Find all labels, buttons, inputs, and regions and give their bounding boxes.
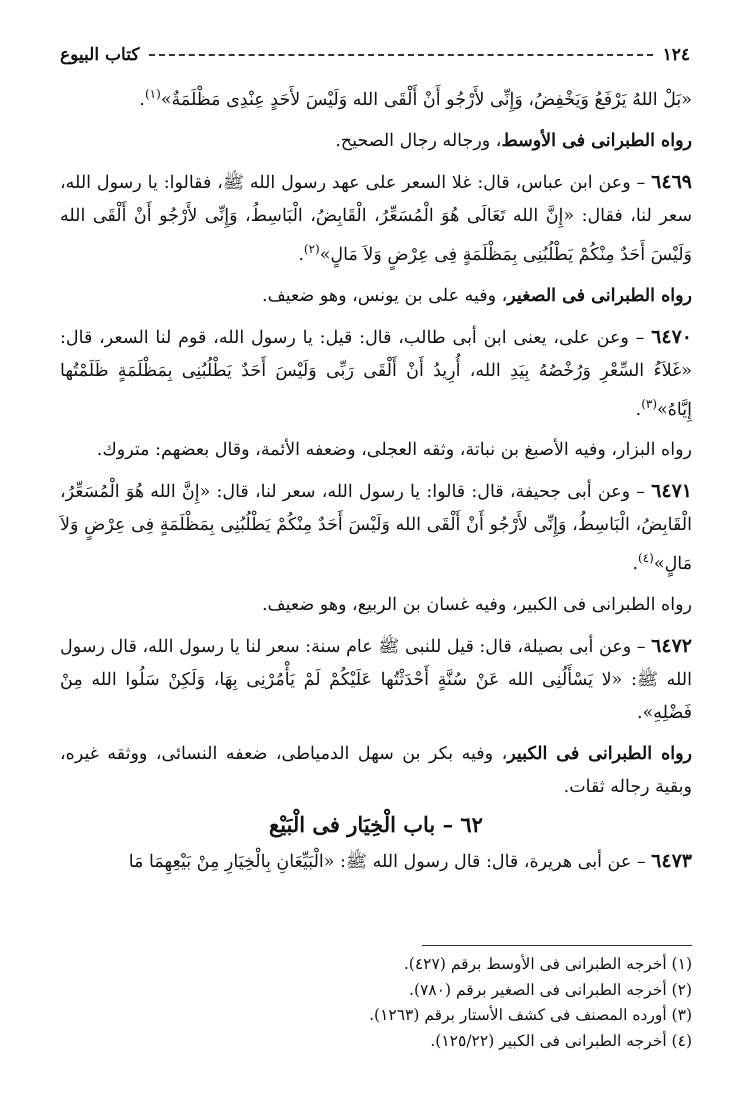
page-header [60, 40, 690, 70]
chapter-heading: ٦٢ – باب الْخِيَار فى الْبَيْع [269, 812, 483, 838]
paragraph-text: «بَلْ اللهُ يَرْفَعُ وَيَخْفِضُ، وَإِنِّى لأَرْجُو أَنْ أَلْقَى الله وَلَيْسَ لأَحَدٍ عِنْدِى مَظْلَمَةٌ» [160, 89, 692, 110]
hadith-6472 [60, 630, 692, 730]
footnote-ref: (٣) [641, 396, 658, 411]
source-citation: رواه الطبرانى فى الأوسط [501, 130, 692, 151]
footnote-ref: (٤) [638, 551, 654, 566]
hadith-6470: ٦٤٧٠ – وعن على، يعنى ابن أبى طالب، قال: قيل: يا رسول الله، قوم لنا السعر، قال: «غَلاَءُ السِّعْرِ وَرُخْصُهُ بِيَدِ الله، أُرِيدُ أَنْ أَلْقَى رَبِّى وَلَيْسَ أَحَدٌ يَطْلُبُنِى بِمَظْلَمَةٍ ظَلَمْتُها إِيَّاهُ»$^{(٣)}$. [60, 325, 692, 420]
paragraph-text: رواه البزار، وفيه الأصبغ بن نباتة، وثقه العجلى، وضعفه الأئمة، وقال بعضهم: متروك. [96, 440, 692, 461]
paragraph-text: رواه الطبرانى فى الكبير، وفيه غسان بن الربيع، وهو ضعيف. [261, 595, 692, 616]
paragraph-text: – وعن أبى بصيلة، قال: قيل للنبى ﷺ عام سنة: سعر لنا يا رسول الله، قال رسول الله ﷺ: «لا يَسْأَلُنِى الله عَنْ سُنَّةٍ أَحْدَثْتُها عَلَيْكُمْ لَمْ يَأْمُرْنِى بِهَا، وَلَكِنْ سَلُوا الله مِنْ فَضْلِهِ». [60, 637, 692, 724]
paragraph-text: – وعن ابن عباس، قال: غلا السعر على عهد رسول الله ﷺ، فقالوا: يا رسول الله، سعر لنا، فقال: «إِنَّ الله تَعَالَى هُوَ الْمُسَعِّرُ، الْقَابِضُ، الْبَاسِطُ، وَإِنِّى لأَرْجُو أَنْ أَلْقَى الله وَلَيْسَ أَحَدٌ مِنْكُمْ يَطْلُبُنِى بِمَظْلَمَةٍ فِى عِرْضٍ وَلاَ مَالٍ» [60, 172, 692, 265]
footnote-2: (٢) أخرجه الطبرانى فى الصغير برقم (٧٨٠). [409, 980, 692, 999]
hadith-6469: ٦٤٦٩ – وعن ابن عباس، قال: غلا السعر على عهد رسول الله ﷺ، فقالوا: يا رسول الله، سعر لنا، فقال: «إِنَّ الله تَعَالَى هُوَ الْمُسَعِّرُ، الْقَابِضُ، الْبَاسِطُ، وَإِنِّى لأَرْجُو أَنْ أَلْقَى الله وَلَيْسَ أَحَدٌ مِنْكُمْ يَطْلُبُنِى بِمَظْلَمَةٍ فِى عِرْضٍ وَلاَ مَالٍ»$^{(٢)}$. [60, 170, 692, 265]
footnote-ref: (٢) [303, 241, 320, 256]
book-title: كتاب البيوع [60, 45, 140, 65]
paragraph-text: ، وفيه بكر بن سهل الدمياطى، ضعفه النسائى، ووثقه غيره، وبقية رجاله ثقات. [60, 744, 692, 798]
footnote-4: (٤) أخرجه الطبرانى فى الكبير (١٢٥/٢٢). [430, 1031, 692, 1050]
footnote-3: (٣) أورده المصنف فى كشف الأستار برقم (١٢٦٣). [369, 1006, 692, 1024]
page-body [60, 78, 692, 879]
paragraph-1: «بَلْ اللهُ يَرْفَعُ وَيَخْفِضُ، وَإِنِّى لأَرْجُو أَنْ أَلْقَى الله وَلَيْسَ لأَحَدٍ عِنْدِى مَظْلَمَةٌ»$^{(١)}$. [139, 87, 692, 110]
footnote-1: (١) أخرجه الطبرانى فى الأوسط برقم (٤٢٧). [403, 955, 692, 973]
footnote-rule [422, 945, 692, 946]
paragraph-4 [60, 280, 692, 313]
paragraph-6 [60, 434, 692, 467]
hadith-6473 [60, 845, 692, 879]
paragraph-text: – وعن أبى جحيفة، قال: قالوا: يا رسول الله، سعر لنا، قال: «إِنَّ الله هُوَ الْمُسَعِّرُ، الْقَابِضُ، الْبَاسِطُ، وَإِنِّى لأَرْجُو أَنْ أَلْقَى الله وَلَيْسَ أَحَدٌ مِنْكُمْ يَطْلُبُنِى بِمَظْلَمَةٍ فِى عِرْضٍ وَلاَ مَالٍ» [60, 482, 692, 575]
paragraph-8 [60, 589, 692, 622]
hadith-number: ٦٤٧١ [651, 480, 692, 503]
paragraph-text: – عن أبى هريرة، قال: قال رسول الله ﷺ: «الْبَيِّعَانِ بِالْخِيَارِ مِنْ بَيْعِهِمَا مَا [128, 852, 646, 873]
hadith-number: ٦٤٦٩ [651, 170, 692, 193]
paragraph-text: ، ورجاله رجال الصحيح. [335, 130, 502, 151]
hadith-number: ٦٤٧٠ [651, 325, 692, 348]
paragraph-2 [60, 125, 692, 158]
source-citation: رواه الطبرانى فى الصغير [507, 285, 692, 306]
paragraph-10 [60, 738, 692, 804]
source-citation: رواه الطبرانى فى الكبير [507, 744, 692, 765]
page-number: ١٢٤ [662, 45, 690, 65]
paragraph-text: – وعن على، يعنى ابن أبى طالب، قال: قيل: يا رسول الله، قوم لنا السعر، قال: «غَلاَءُ السِّعْرِ وَرُخْصُهُ بِيَدِ الله، أُرِيدُ أَنْ أَلْقَى رَبِّى وَلَيْسَ أَحَدٌ يَطْلُبُنِى بِمَظْلَمَةٍ ظَلَمْتُها إِيَّاهُ» [60, 327, 692, 420]
hadith-number: ٦٤٧٢ [651, 635, 692, 658]
header-rule [149, 54, 652, 56]
hadith-6471: ٦٤٧١ – وعن أبى جحيفة، قال: قالوا: يا رسول الله، سعر لنا، قال: «إِنَّ الله هُوَ الْمُسَعِّرُ، الْقَابِضُ، الْبَاسِطُ، وَإِنِّى لأَرْجُو أَنْ أَلْقَى الله وَلَيْسَ أَحَدٌ مِنْكُمْ يَطْلُبُنِى بِمَظْلَمَةٍ فِى عِرْضٍ وَلاَ مَالٍ»$^{(٤)}$. [60, 480, 692, 575]
footnote-ref: (١) [144, 87, 161, 101]
hadith-number: ٦٤٧٣ [651, 850, 692, 873]
footnotes [60, 945, 692, 1054]
paragraph-text: ، وفيه على بن يونس، وهو ضعيف. [262, 285, 508, 306]
